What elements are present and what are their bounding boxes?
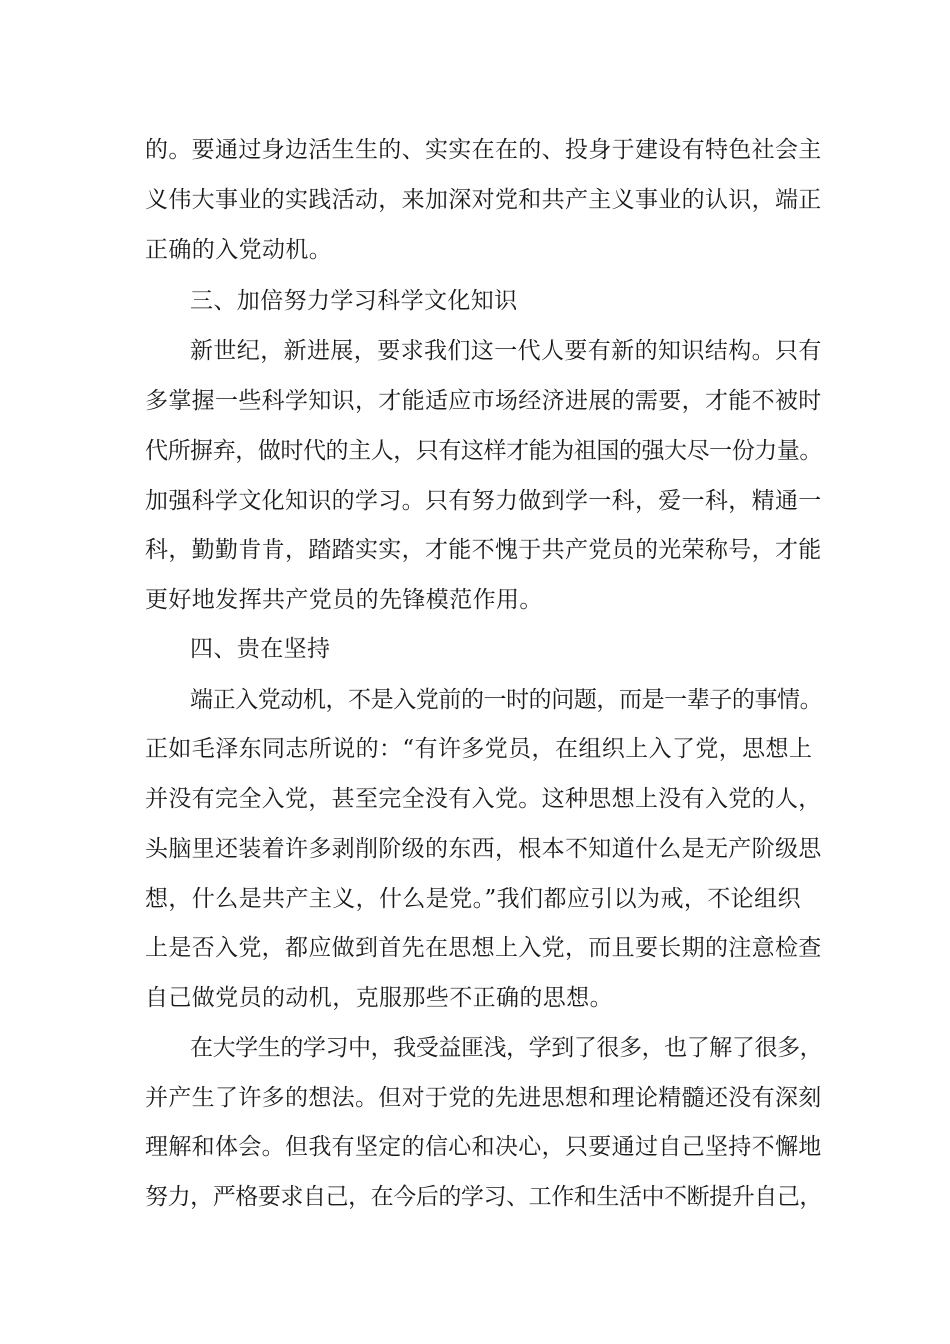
text-line: 努力，严格要求自己，在今后的学习、工作和生活中不断提升自己， (145, 1184, 823, 1210)
text-line: 头脑里还装着许多剥削阶级的东西，根本不知道什么是无产阶级思 (145, 836, 822, 862)
text-line: 端正入党动机，不是入党前的一时的问题，而是一辈子的事情。 (190, 687, 823, 713)
text-line: 代所摒弃，做时代的主人，只有这样才能为祖国的强大尽一份力量。 (145, 438, 823, 464)
text-line: 科，勤勤肯肯，踏踏实实，才能不愧于共产党员的光荣称号，才能 (145, 537, 822, 563)
text-line: 并产生了许多的想法。但对于党的先进思想和理论精髓还没有深刻 (145, 1085, 822, 1111)
text-line: 并没有完全入党，甚至完全没有入党。这种思想上没有入党的人， (145, 786, 822, 812)
text-line: 多掌握一些科学知识，才能适应市场经济进展的需要，才能不被时 (145, 388, 822, 414)
text-line: 想，什么是共产主义，什么是党。”我们都应引以为戒，不论组织 (145, 886, 801, 912)
text-line: 义伟大事业的实践活动，来加深对党和共产主义事业的认识，端正 (145, 187, 822, 213)
text-line: 自己做党员的动机，克服那些不正确的思想。 (145, 985, 613, 1011)
text-line: 在大学生的学习中，我受益匪浅，学到了很多，也了解了很多， (190, 1035, 823, 1061)
text-line: 新世纪，新进展，要求我们这一代人要有新的知识结构。只有 (190, 338, 822, 364)
text-line: 的。要通过身边活生生的、实实在在的、投身于建设有特色社会主 (145, 137, 822, 163)
text-line: 正如毛泽东同志所说的：“有许多党员，在组织上入了党，思想上 (145, 736, 813, 762)
text-line: 正确的入党动机。 (145, 237, 333, 263)
text-line: 理解和体会。但我有坚定的信心和决心，只要通过自己坚持不懈地 (145, 1134, 822, 1160)
text-line: 加强科学文化知识的学习。只有努力做到学一科，爱一科，精通一 (145, 488, 822, 514)
text-line: 上是否入党，都应做到首先在思想上入党，而且要长期的注意检查 (145, 935, 822, 961)
text-line: 更好地发挥共产党员的先锋模范作用。 (145, 587, 543, 613)
section-heading-4: 四、贵在坚持 (190, 636, 331, 662)
section-heading-3: 三、加倍努力学习科学文化知识 (190, 288, 518, 314)
